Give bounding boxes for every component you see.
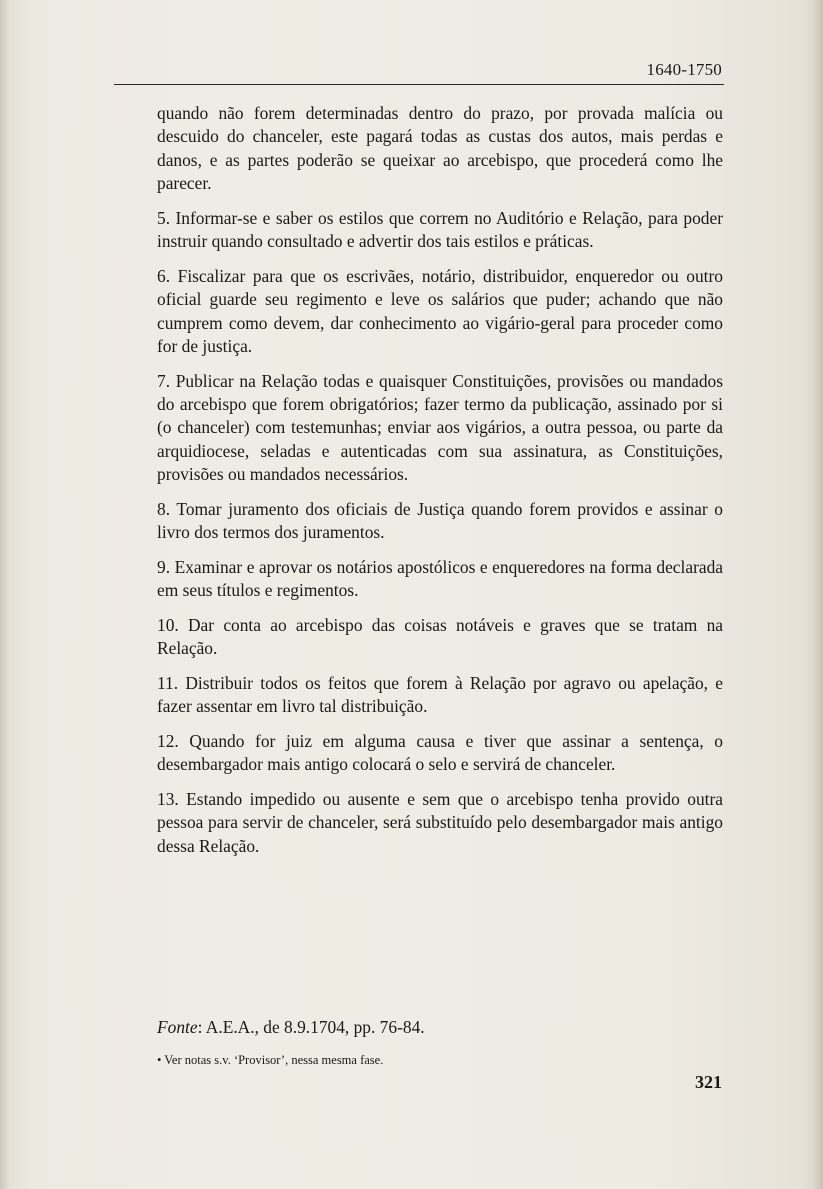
paragraph-continuation: quando não forem determinadas dentro do prazo, por provada malícia ou descuido do chanceler, este pagará todas as custas dos autos, mais perdas e danos, e as partes poderão se queixar ao arcebispo, que procederá como lhe parecer. <box>157 103 723 194</box>
paragraph-item-9: 9. Examinar e aprovar os notários apostólicos e enqueredores na forma declarada em seus títulos e regimentos. <box>157 556 723 601</box>
paragraph-item-10: 10. Dar conta ao arcebispo das coisas notáveis e graves que se tratam na Relação. <box>157 614 723 659</box>
running-header-date-range: 1640-1750 <box>646 60 722 79</box>
paragraph-item-5: 5. Informar-se e saber os estilos que correm no Auditório e Relação, para poder instruir quando consultado e advertir dos tais estilos e práticas. <box>157 207 723 252</box>
paragraph-item-8: 8. Tomar juramento dos oficiais de Justiça quando forem providos e assinar o livro dos termos dos juramentos. <box>157 498 723 543</box>
paragraph-item-7: 7. Publicar na Relação todas e quaisquer Constituições, provisões ou mandados do arcebispo que forem obrigatórios; fazer termo da publicação, assinado por si (o chanceler) com testemunhas; enviar aos vigários, a outra pessoa, ou parte da arquidiocese, seladas e autenticadas com sua assinatura, as Constituições, provisões ou mandados necessários. <box>157 370 723 485</box>
footnote: • Ver notas s.v. ‘Provisor’, nessa mesma fase. <box>157 1053 384 1067</box>
paragraph-item-13: 13. Estando impedido ou ausente e sem que o arcebispo tenha provido outra pessoa para servir de chanceler, será substituído pelo desembargador mais antigo dessa Relação. <box>157 788 723 856</box>
source-text: : A.E.A., de 8.9.1704, pp. 76-84. <box>197 1017 425 1037</box>
source-citation <box>157 1016 723 1038</box>
page-right-shadow <box>813 0 823 1189</box>
paragraph-item-6: 6. Fiscalizar para que os escrivães, notário, distribuidor, enqueredor ou outro oficial guarde seu regimento e leve os salários que puder; achando que não cumprem como devem, dar conhecimento ao vigário-geral para proceder como for de justiça. <box>157 265 723 357</box>
paragraph-item-12: 12. Quando for juiz em alguma causa e tiver que assinar a sentença, o desembargador mais antigo colocará o selo e servirá de chanceler. <box>157 730 723 775</box>
header-rule <box>114 84 724 85</box>
paragraph-item-11: 11. Distribuir todos os feitos que forem à Relação por agravo ou apelação, e fazer assentar em livro tal distribuição. <box>157 672 723 717</box>
page-left-shadow <box>0 0 10 1189</box>
regiment-text <box>157 102 723 869</box>
page-number: 321 <box>695 1072 722 1092</box>
source-label: Fonte <box>157 1017 198 1037</box>
